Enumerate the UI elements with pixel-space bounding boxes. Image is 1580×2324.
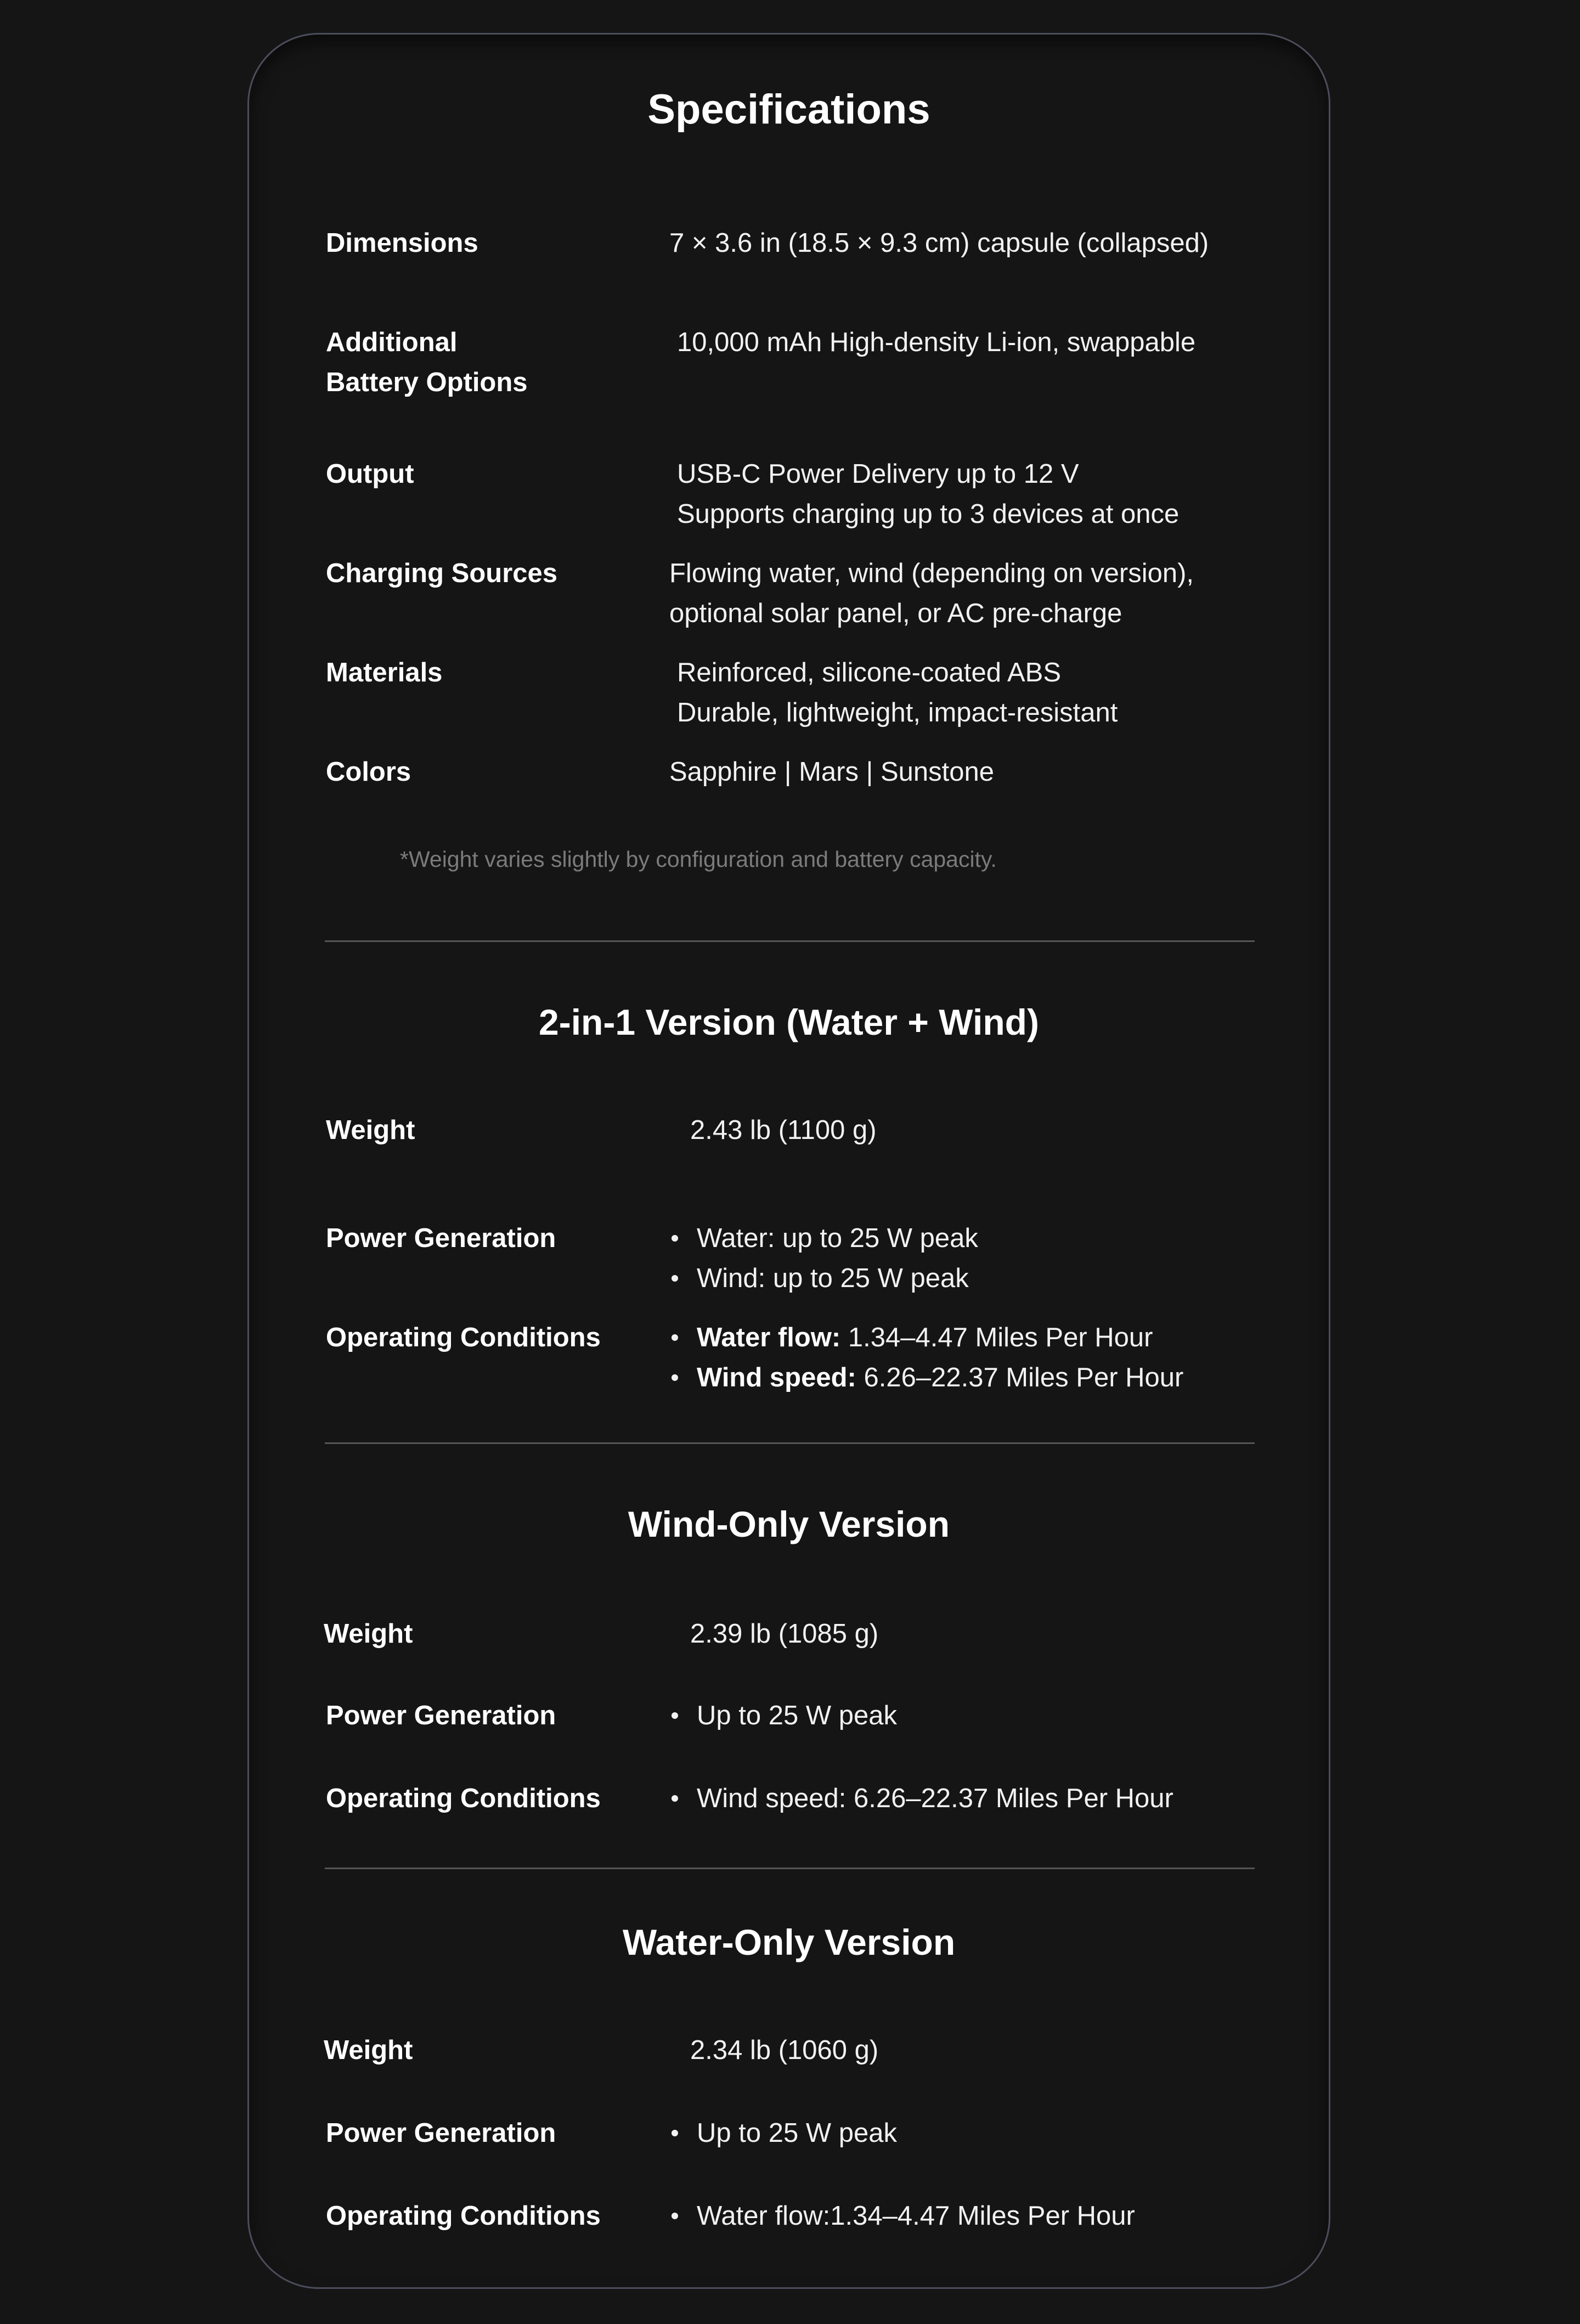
water-only-weight-label: Weight [324, 2035, 413, 2065]
weight-footnote: *Weight varies slightly by configuration and battery capacity. [400, 847, 997, 872]
two-in-one-weight-value: 2.43 lb (1100 g) [690, 1115, 877, 1145]
spec-label-output: Output [326, 459, 414, 489]
water-only-conditions-label: Operating Conditions [326, 2201, 601, 2231]
two-in-one-weight-label: Weight [326, 1115, 415, 1145]
spec-label-line: Battery Options [326, 368, 528, 397]
bullet-icon [672, 1712, 678, 1719]
list-item [669, 1219, 978, 1259]
list-item [669, 1358, 1183, 1398]
list-item-text: 1.34–4.47 Miles Per Hour [840, 1323, 1153, 1352]
water-only-title: Water-Only Version [622, 1922, 956, 1962]
section-divider [325, 1442, 1255, 1444]
wind-only-power-list [669, 1696, 897, 1736]
spec-value-battery-options [677, 323, 1195, 363]
spec-value-line: 10,000 mAh High-density Li-ion, swappable [677, 328, 1196, 357]
water-only-power-label: Power Generation [326, 2118, 556, 2148]
spec-value-line: USB-C Power Delivery up to 12 V [677, 459, 1079, 489]
section-divider [325, 1868, 1255, 1869]
wind-only-power-label: Power Generation [326, 1701, 556, 1730]
spec-label-dimensions: Dimensions [326, 228, 478, 258]
two-in-one-conditions-list [669, 1318, 1183, 1398]
bullet-icon [672, 2213, 678, 2219]
list-item [669, 1259, 978, 1299]
wind-only-conditions-label: Operating Conditions [326, 1784, 601, 1813]
spec-value-line: Durable, lightweight, impact-resistant [677, 698, 1118, 727]
two-in-one-power-label: Power Generation [326, 1223, 556, 1253]
bullet-icon [672, 1275, 678, 1282]
list-item-text: Water: up to 25 W peak [697, 1223, 978, 1253]
spec-value-materials [677, 653, 1118, 733]
bullet-icon [672, 2130, 678, 2136]
spec-value-line: 7 × 3.6 in (18.5 × 9.3 cm) capsule (collapsed) [669, 228, 1209, 258]
spec-value-line: Sapphire | Mars | Sunstone [669, 757, 994, 787]
spec-label-materials: Materials [326, 658, 443, 687]
section-divider [325, 940, 1255, 942]
spec-label-line: Additional [326, 328, 458, 357]
wind-only-conditions-list [669, 1779, 1173, 1819]
list-item [669, 2113, 897, 2153]
wind-only-weight-value: 2.39 lb (1085 g) [690, 1619, 879, 1649]
bullet-icon [672, 1235, 678, 1242]
list-item-text: Up to 25 W peak [697, 1701, 897, 1730]
list-item [669, 2196, 1135, 2236]
spec-value-dimensions [669, 223, 1209, 263]
list-item-text: Water flow:1.34–4.47 Miles Per Hour [697, 2201, 1135, 2231]
list-item [669, 1696, 897, 1736]
spec-value-line: Supports charging up to 3 devices at once [677, 499, 1180, 529]
spec-label-colors: Colors [326, 757, 411, 787]
specifications-title: Specifications [647, 86, 930, 133]
water-only-weight-value: 2.34 lb (1060 g) [690, 2035, 879, 2065]
spec-value-line: Reinforced, silicone-coated ABS [677, 658, 1061, 687]
spec-label-charging-sources: Charging Sources [326, 559, 558, 588]
water-only-power-list [669, 2113, 897, 2153]
spec-value-line: Flowing water, wind (depending on version), [669, 559, 1194, 588]
water-only-conditions-list [669, 2196, 1135, 2236]
spec-value-colors [669, 752, 994, 792]
list-item-key: Wind speed: [697, 1363, 856, 1392]
spec-value-charging-sources [669, 554, 1194, 634]
bullet-icon [672, 1374, 678, 1381]
list-item-key: Water flow: [697, 1323, 841, 1352]
spec-value-line: optional solar panel, or AC pre-charge [669, 599, 1122, 628]
spec-label-battery-options [326, 323, 655, 403]
list-item [669, 1318, 1183, 1358]
bullet-icon [672, 1795, 678, 1802]
list-item-text: Wind: up to 25 W peak [697, 1263, 969, 1293]
spec-value-output [677, 454, 1179, 534]
two-in-one-power-list [669, 1219, 978, 1299]
list-item-text: Wind speed: 6.26–22.37 Miles Per Hour [697, 1784, 1173, 1813]
bullet-icon [672, 1334, 678, 1341]
wind-only-title: Wind-Only Version [628, 1504, 950, 1544]
list-item-text: 6.26–22.37 Miles Per Hour [856, 1363, 1184, 1392]
list-item-text: Up to 25 W peak [697, 2118, 897, 2148]
wind-only-weight-label: Weight [324, 1619, 413, 1649]
list-item [669, 1779, 1173, 1819]
two-in-one-conditions-label: Operating Conditions [326, 1323, 601, 1352]
two-in-one-title: 2-in-1 Version (Water + Wind) [539, 1002, 1039, 1042]
